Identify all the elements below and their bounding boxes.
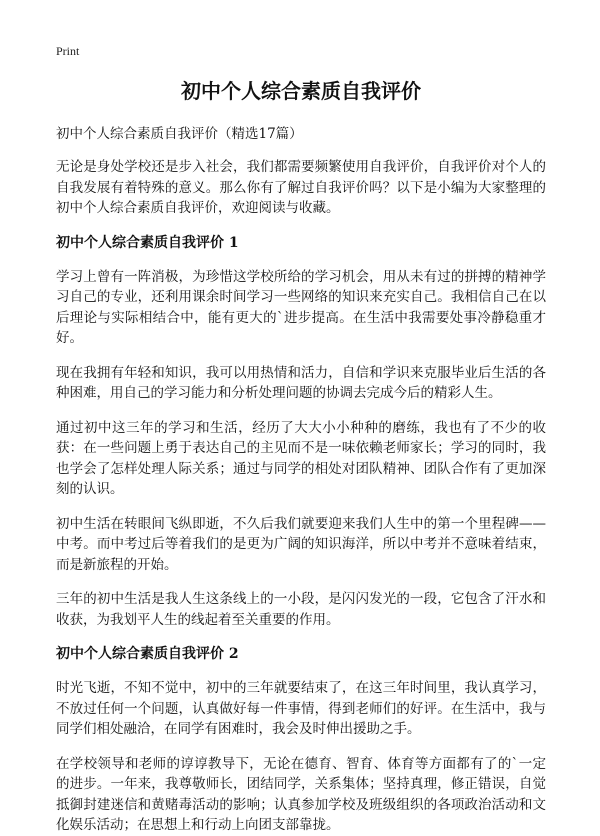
section-heading: 初中个人综合素质自我评价 1 [56,234,239,251]
print-label: Print [56,44,80,58]
section-paragraph: 现在我拥有年轻和知识，我可以用热情和活力，自信和学识来克服毕业后生活的各种困难，用自己的学习能力和分析处理问题的协调去完成今后的精彩人生。 [56,364,546,401]
section-paragraph: 初中生活在转眼间飞纵即逝，不久后我们就要迎来我们人生中的第一个里程碑——中考。而中考过后等着我们的是更为广阔的知识海洋，所以中考并不意味着结束，而是新旅程的开始。 [56,515,546,573]
section-paragraph: 时光飞逝，不知不觉中，初中的三年就要结束了，在这三年时间里，我认真学习，不放过任何一个问题，认真做好每一件事情，得到老师们的好评。在生活中，我与同学们相处融洽，在同学有困难时，我会及时伸出援助之手。 [56,680,546,737]
section-1 [56,233,546,631]
section-heading: 初中个人综合素质自我评价 2 [56,646,239,662]
intro-paragraph: 无论是身处学校还是步入社会，我们都需要频繁使用自我评价，自我评价对个人的自我发展有着特殊的意义。那么你有了解过自我评价吗？以下是小编为大家整理的初中个人综合素质自我评价，欢迎阅读与收藏。 [56,159,546,216]
section-paragraph: 在学校领导和老师的谆谆教导下，无论在德育、智育、体育等方面都有了的`一定的进步。一年来，我尊敬师长，团结同学，关系集体；坚持真理，修正错误，自觉抵御封建迷信和黄赌毒活动的影响；认真参加学校及班级组织的各项政治活动和文化娱乐活动；在思想上和行动上向团支部靠拢。 [56,755,546,833]
section-2 [56,644,546,836]
section-paragraph: 学习上曾有一阵消极，为珍惜这学校所给的学习机会，用从未有过的拼搏的精神学习自己的专业，还利用课余时间学习一些网络的知识来充实自己。我相信自己在以后理论与实际相结合中，能有更大的`进步提高。在生活中我需要处事冷静稳重才好。 [56,268,546,346]
section-paragraph: 通过初中这三年的学习和生活，经历了大大小小种种的磨练，我也有了不少的收获：在一些问题上勇于表达自己的主见而不是一味依赖老师家长；学习的同时，我也学会了怎样处理人际关系；通过与同学的相处对团队精神、团队合作有了更加深刻的认识。 [56,419,546,497]
section-paragraph: 三年的初中生活是我人生这条线上的一小段，是闪闪发光的一段，它包含了汗水和收获，为我划平人生的线起着至关重要的作用。 [56,591,546,628]
document-subtitle: 初中个人综合素质自我评价（精选17篇） [56,126,303,142]
page-title: 初中个人综合素质自我评价 [181,79,421,103]
